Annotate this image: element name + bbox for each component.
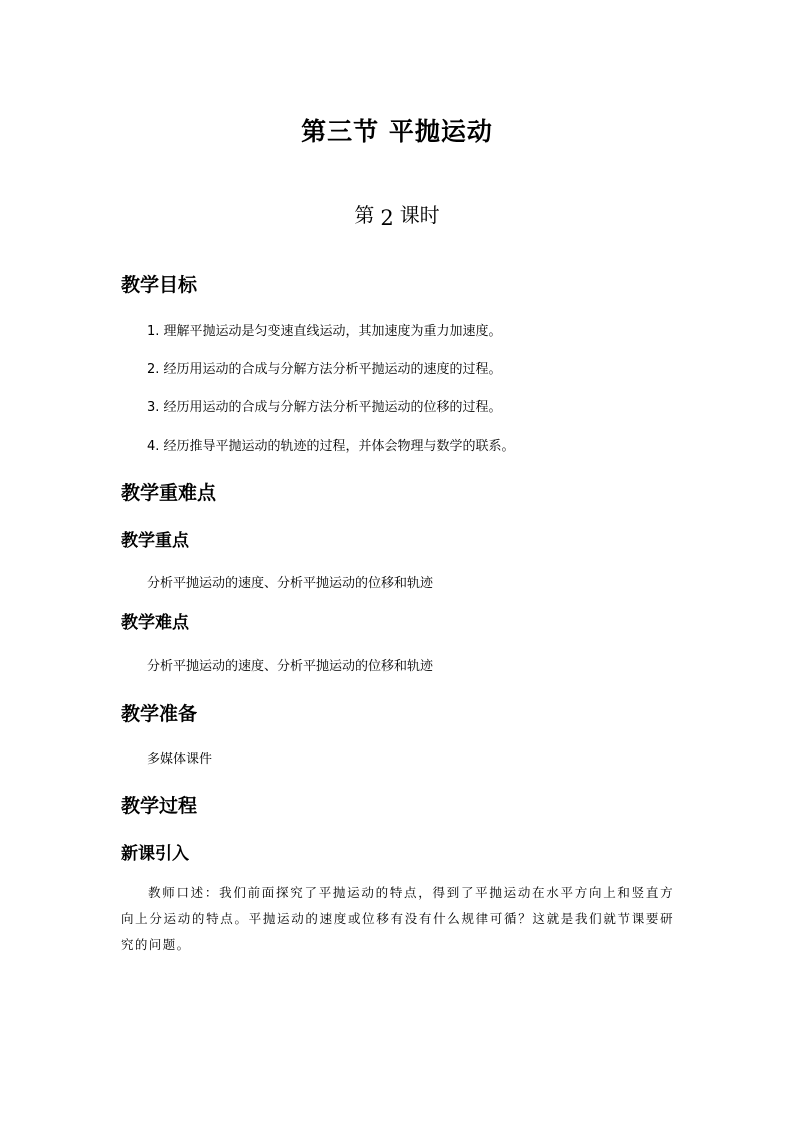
process-heading: 教学过程 (121, 795, 198, 817)
intro-paragraph: 教师口述：我们前面探究了平抛运动的特点，得到了平抛运动在水平方向上和竖直方向上分运动的特点。平抛运动的速度或位移有没有什么规律可循？这就是我们就节课要研究的问题。 (121, 885, 674, 952)
focus-text: 分析平抛运动的速度、分析平抛运动的位移和轨迹 (147, 576, 434, 591)
page-title: 第三节 平抛运动 (301, 117, 493, 146)
difficulty-text: 分析平抛运动的速度、分析平抛运动的位移和轨迹 (147, 659, 434, 674)
subtitle-suffix: 课时 (399, 203, 440, 227)
objective-item: 2. 经历用运动的合成与分解方法分析平抛运动的速度的过程。 (147, 362, 502, 377)
subtitle-prefix: 第 (354, 203, 375, 227)
preparation-text: 多媒体课件 (147, 752, 213, 767)
objectives-heading: 教学目标 (121, 274, 198, 296)
key-points-heading: 教学重难点 (121, 482, 217, 504)
focus-heading: 教学重点 (121, 531, 189, 551)
objective-item: 3. 经历用运动的合成与分解方法分析平抛运动的位移的过程。 (147, 400, 502, 415)
difficulty-heading: 教学难点 (121, 613, 189, 633)
intro-heading: 新课引入 (121, 844, 189, 864)
objective-item: 1. 理解平抛运动是匀变速直线运动，其加速度为重力加速度。 (147, 324, 502, 339)
lesson-subtitle (0, 199, 794, 228)
preparation-heading: 教学准备 (121, 703, 198, 725)
objective-item: 4. 经历推导平抛运动的轨迹的过程，并体会物理与数学的联系。 (147, 439, 515, 454)
lesson-number: 2 (380, 206, 394, 230)
